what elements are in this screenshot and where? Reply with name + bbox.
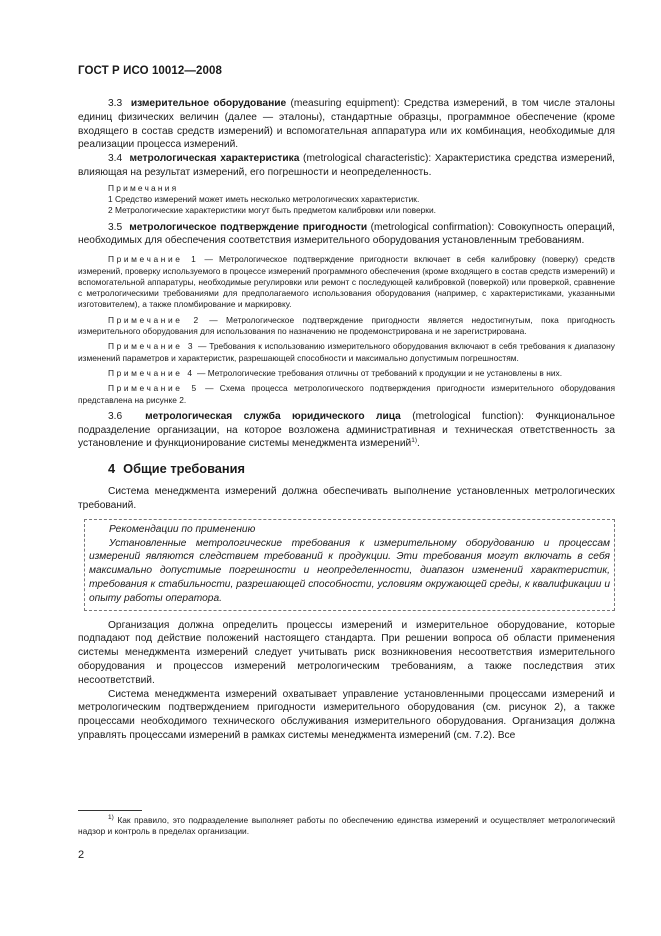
recommendation-box [84, 519, 615, 611]
term-name: метрологическая служба юридического лица [145, 410, 401, 422]
term-3-4 [78, 152, 615, 180]
note-1: Примечание 1 — Метрологическое подтверждение пригодности включает в себя калибровку (поверку) средств измерений, проверку используемого в процессе измерений программного обеспечения (кроме входящего в состав средств измерений) и вспомогательной аппаратуры, необходимые регулировки или ремонт с последующей калибровкой (поверкой) или проверкой, сравнение с метрологическими требованиями для предполагаемого использования оборудования (например, с характеристиками, указанными изготовителем), а также пломбирование и маркировку. [78, 254, 615, 310]
term-definition: (measuring equipment): Средства измерений, в том числе эталоны единиц физических величин (далее — эталоны), стандартные образцы, программное обеспечение (кроме входящего в состав средств измерений) и вспомогательная аппаратура или их комбинация, необходимые для реализации процесса измерений. [78, 98, 616, 151]
note-item: 2 Метрологические характеристики могут быть предметом калибровки или поверки. [108, 205, 436, 216]
notes-list [78, 194, 615, 217]
term-number: 3.5 [108, 221, 123, 233]
footnote [78, 815, 615, 838]
document-body [78, 97, 615, 743]
footnote-ref[interactable]: 1) [411, 437, 418, 445]
page-number: 2 [78, 849, 85, 861]
section-heading [108, 461, 615, 476]
section-paragraph: Система менеджмента измерений охватывает управление установленными процессами измерений и метрологическим подтверждением пригодности измерительного оборудования (см. рисунок 2), а также процессами необходимого технического обслуживания измерительного оборудования. Организация должна управлять процессами измерений в рамках системы менеджмента измерений (см. 7.2). Все [78, 688, 615, 741]
footnote-mark: 1) [108, 814, 114, 821]
term-number: 3.4 [108, 153, 123, 165]
term-number: 3.6 [108, 410, 123, 422]
recommendation-title: Рекомендации по применению [109, 523, 256, 535]
document-header: ГОСТ Р ИСО 10012—2008 [78, 65, 223, 77]
section-intro: Система менеджмента измерений должна обеспечивать выполнение установленных метрологических требований. [78, 486, 615, 512]
section-paragraph: Организация должна определить процессы измерений и измерительное оборудование, которые подпадают под действие положений настоящего стандарта. При решении вопроса об области применения системы менеджмента измерений следует учитывать риск возникновения несоответствия измерительного оборудования и процессов измерений метрологическим требованиям, а также последствия этих несоответствий. [78, 619, 615, 686]
term-3-3 [78, 97, 615, 152]
section-number: 4 [108, 461, 116, 477]
note-5: Примечание 5 — Схема процесса метрологического подтверждения пригодности измерительного оборудования представлена на рисунке 2. [78, 383, 615, 405]
term-3-5 [78, 221, 615, 249]
section-title: Общие требования [123, 461, 245, 477]
term-3-6: 3.6 метрологическая служба юридического лица (metrological function): Функциональное подразделение организации, на которое возложена административная и техническая ответственность за установление и функционирование системы менеджмента измерений$^{1)}$. [78, 410, 616, 450]
term-definition: (metrological characteristic): Характеристика средства измерений, влияющая на результат измерений, его погрешности и неопределенность. [78, 153, 615, 178]
note-4: Примечание 4 — Метрологические требования отличны от требований к продукции и не установлены в них. [108, 367, 563, 378]
term-definition: (metrological confirmation): Совокупность операций, необходимых для обеспечения соответствия измерительного оборудования установленным требованиям. [78, 221, 615, 247]
note-item: 1 Средство измерений может иметь несколько метрологических характеристик. [108, 194, 420, 205]
term-name: метрологическая характеристика [129, 153, 300, 165]
note-3: Примечание 3 — Требования к использованию измерительного оборудования включают в себя требования к диапазону изменений параметров и характеристик, разрешающей способности и максимально допустимым погрешностям. [78, 341, 615, 363]
notes-3-5 [78, 254, 615, 406]
note-2: Примечание 2 — Метрологическое подтверждение пригодности является недостигнутым, пока пригодность измерительного оборудования для использования по назначению не продемонстрирована и не зарегистрирована. [78, 314, 615, 337]
term-name: измерительное оборудование [130, 98, 287, 109]
notes-heading: Примечания [108, 182, 179, 193]
term-number: 3.3 [108, 98, 123, 109]
footnote-separator [78, 810, 142, 811]
term-definition: (metrological function): Функциональное подразделение организации, на которое возложена административная и техническая ответственность за установление и функционирование системы менеджмента измерений [78, 410, 616, 450]
term-name: метрологическое подтверждение пригодности [129, 221, 368, 233]
recommendation-text: Установленные метрологические требования к измерительному оборудованию и процессам измерений являются следствием требований к продукции. Эти требования могут включать в себя максимально допустимые погрешности и неопределенности, диапазон изменений характеристик, требования к стабильности, разрешающей способности, условиям окружающей среды, к квалификации и опыту работы оператора. [89, 537, 610, 604]
footnote-text: Как правило, это подразделение выполняет работы по обеспечению единства измерений и осуществляет метрологический надзор и контроль в пределах организации. [78, 815, 615, 837]
